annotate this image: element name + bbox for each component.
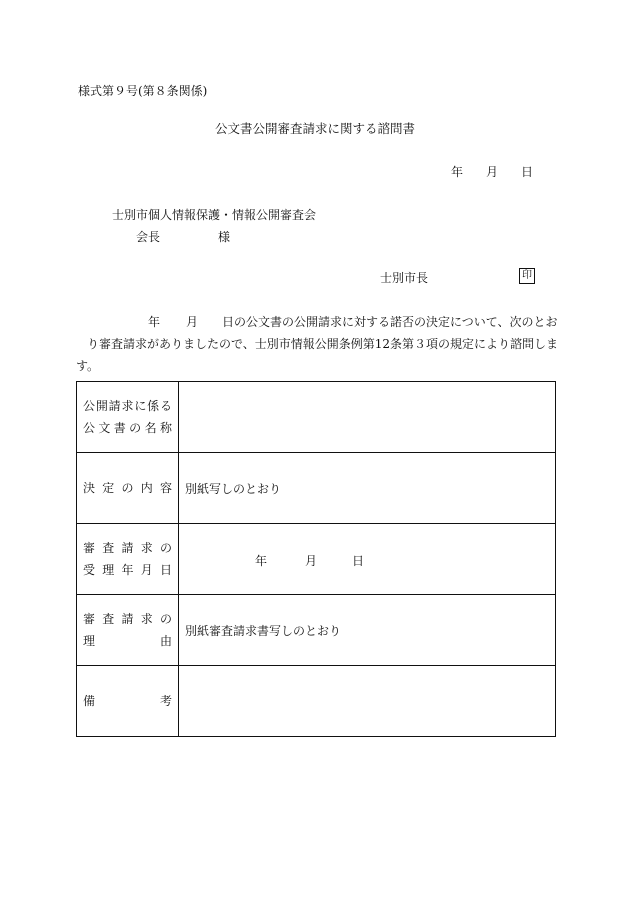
label-char: 審 [83,612,96,626]
request-info-table [76,381,556,737]
table-row-request-receipt-date [77,524,556,595]
label-line [83,417,172,439]
label-char: 受 [83,563,96,577]
request-reason-value-cell [179,595,556,666]
label-char: 日 [159,563,172,577]
request-receipt-date-value-cell [179,524,556,595]
sender-name: 士別市長 [380,271,429,285]
addressee-organization: 士別市個人情報保護・情報公開審査会 [112,208,317,222]
body-month: 月 [186,315,199,329]
public-request-document-name-label [77,382,178,452]
label-char: 称 [159,421,172,435]
request-receipt-date-label [77,524,178,594]
label-char: 求 [140,612,153,626]
seal-mark: 印 [519,268,535,284]
body-year: 年 [148,315,161,329]
label-char: 書 [113,421,126,435]
header-date-month: 月 [486,165,499,179]
label-char: 由 [159,634,172,648]
label-char: 求 [121,399,134,413]
label-char: 月 [140,563,153,577]
table-row-decision-content [77,453,556,524]
label-char: 請 [121,541,134,555]
label-line [83,608,172,630]
label-char: 決 [83,481,96,495]
decision-content-label [77,453,178,523]
label-char: 査 [102,541,115,555]
label-char: 年 [121,563,134,577]
table-row-request-reason [77,595,556,666]
addressee-title: 会長 [136,230,161,244]
body-line1-text: 日の公文書の公開請求に対する諾否の決定について、次のとお [222,315,558,329]
header-date-day: 日 [521,165,534,179]
form-number: 様式第９号(第８条関係) [78,84,208,98]
label-char: の [129,421,142,435]
request-reason-value: 別紙審査請求書写しのとおり [185,623,342,638]
label-char: 審 [83,541,96,555]
label-line [83,395,172,417]
label-char: 備 [83,694,96,708]
label-char: 文 [98,421,111,435]
header-date-year: 年 [451,165,464,179]
public-request-document-name-label-cell [77,382,179,453]
receipt-date-month: 月 [305,554,318,568]
label-char: 内 [140,481,153,495]
label-char: 請 [121,612,134,626]
decision-content-label-cell [77,453,179,524]
document-title: 公文書公開審査請求に関する諮問書 [214,121,415,136]
addressee-honorific: 様 [218,230,231,244]
label-line [83,690,172,712]
label-char: 査 [102,612,115,626]
remarks-label [77,666,178,736]
receipt-date-day: 日 [352,554,365,568]
request-reason-label-cell [77,595,179,666]
label-char: 求 [140,541,153,555]
public-request-document-name-value-cell [179,382,556,453]
label-char: 公 [83,421,96,435]
label-char: 係 [147,399,160,413]
label-char: に [134,399,147,413]
label-char: の [159,541,172,555]
label-line [83,537,172,559]
label-char: 理 [83,634,96,648]
request-receipt-date-label-cell [77,524,179,595]
label-char: 開 [95,399,108,413]
label-char: 容 [159,481,172,495]
decision-content-value-cell [179,453,556,524]
body-paragraph-line3: す。 [76,359,100,373]
label-line [83,630,172,652]
label-char: る [159,399,172,413]
label-char: 考 [159,694,172,708]
label-char: 請 [108,399,121,413]
label-char: 定 [102,481,115,495]
table-row-public-request-document-name [77,382,556,453]
body-paragraph-line2: り審査請求がありましたので、士別市情報公開条例第12条第３項の規定により諮問しま [87,337,559,351]
label-char: の [121,481,134,495]
label-char: 名 [144,421,157,435]
remarks-label-cell [77,666,179,737]
label-char: 理 [102,563,115,577]
label-line [83,559,172,581]
label-line [83,477,172,499]
label-char: の [159,612,172,626]
table-row-remarks [77,666,556,737]
request-reason-label [77,595,178,665]
label-char: 公 [83,399,96,413]
request-receipt-date-value [179,548,555,570]
remarks-value-cell [179,666,556,737]
receipt-date-year: 年 [255,554,268,568]
decision-content-value: 別紙写しのとおり [185,481,282,496]
